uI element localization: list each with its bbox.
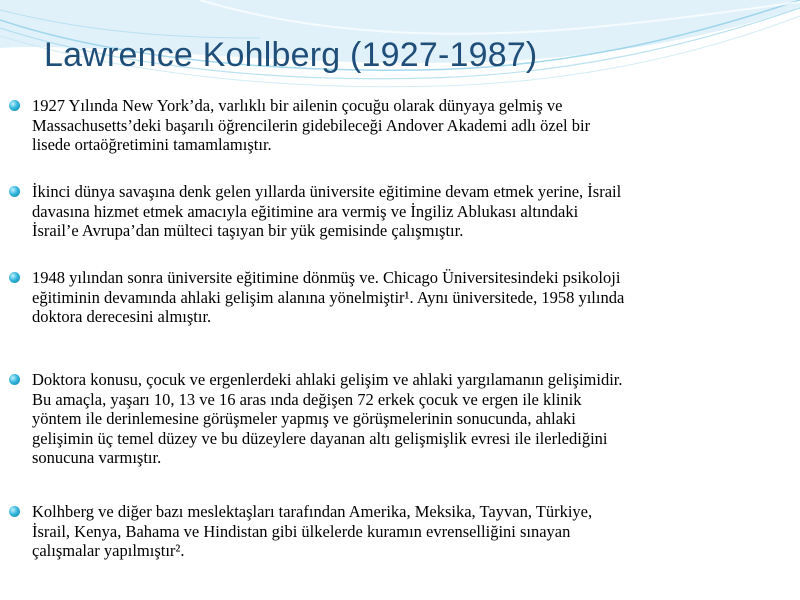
bullet-dot-icon	[9, 272, 20, 283]
bullet-text: Doktora konusu, çocuk ve ergenlerdeki ahlaki gelişim ve ahlaki yargılamanın gelişimidir. Bu amaçla, yaşarı 10, 13 ve 16 aras ında değişen 72 erkek çocuk ve ergen ile klinik yöntem ile derinlemesine görüşmeler yapmış ve görüşmelerinin sonucunda, ahlaki gelişimin üç temel düzey ve bu düzeylere dayanan altı gelişmişlik evresi ile ilerlediğini sonucuna varmıştır.	[32, 370, 623, 467]
bullet-dot-icon	[9, 186, 20, 197]
bullet-dot-icon	[9, 506, 20, 517]
bullet-dot-icon	[9, 374, 20, 385]
bullet-dot-icon	[9, 100, 20, 111]
slide-title: Lawrence Kohlberg (1927-1987)	[44, 36, 538, 74]
bullet-text: Kolhberg ve diğer bazı meslektaşları tarafından Amerika, Meksika, Tayvan, Türkiye, İsrail, Kenya, Bahama ve Hindistan gibi ülkelerde kuramın evrenselliğini sınayan çalışmalar yapılmıştır².	[32, 502, 593, 560]
bullet-text: 1948 yılından sonra üniversite eğitimine dönmüş ve. Chicago Üniversitesindeki psikoloji eğitiminin devamında ahlaki gelişim alanına yönelmiştir¹. Aynı üniversitede, 1958 yılında doktora derecesini almıştır.	[32, 268, 625, 326]
bullet-text: İkinci dünya savaşına denk gelen yıllarda üniversite eğitimine devam etmek yerine, İsrail davasına hizmet etmek amacıyla eğitimine ara vermiş ve İngiliz Ablukası altındaki İsrail’e Avrupa’dan mülteci taşıyan bir yük gemisinde çalışmıştır.	[32, 182, 622, 240]
bullet-text: 1927 Yılında New York’da, varlıklı bir ailenin çocuğu olarak dünyaya gelmiş ve Massachusetts’deki başarılı öğrencilerin gidebileceği Andover Akademi adlı özel bir lisede ortaöğretimini tamamlamıştır.	[32, 96, 591, 154]
